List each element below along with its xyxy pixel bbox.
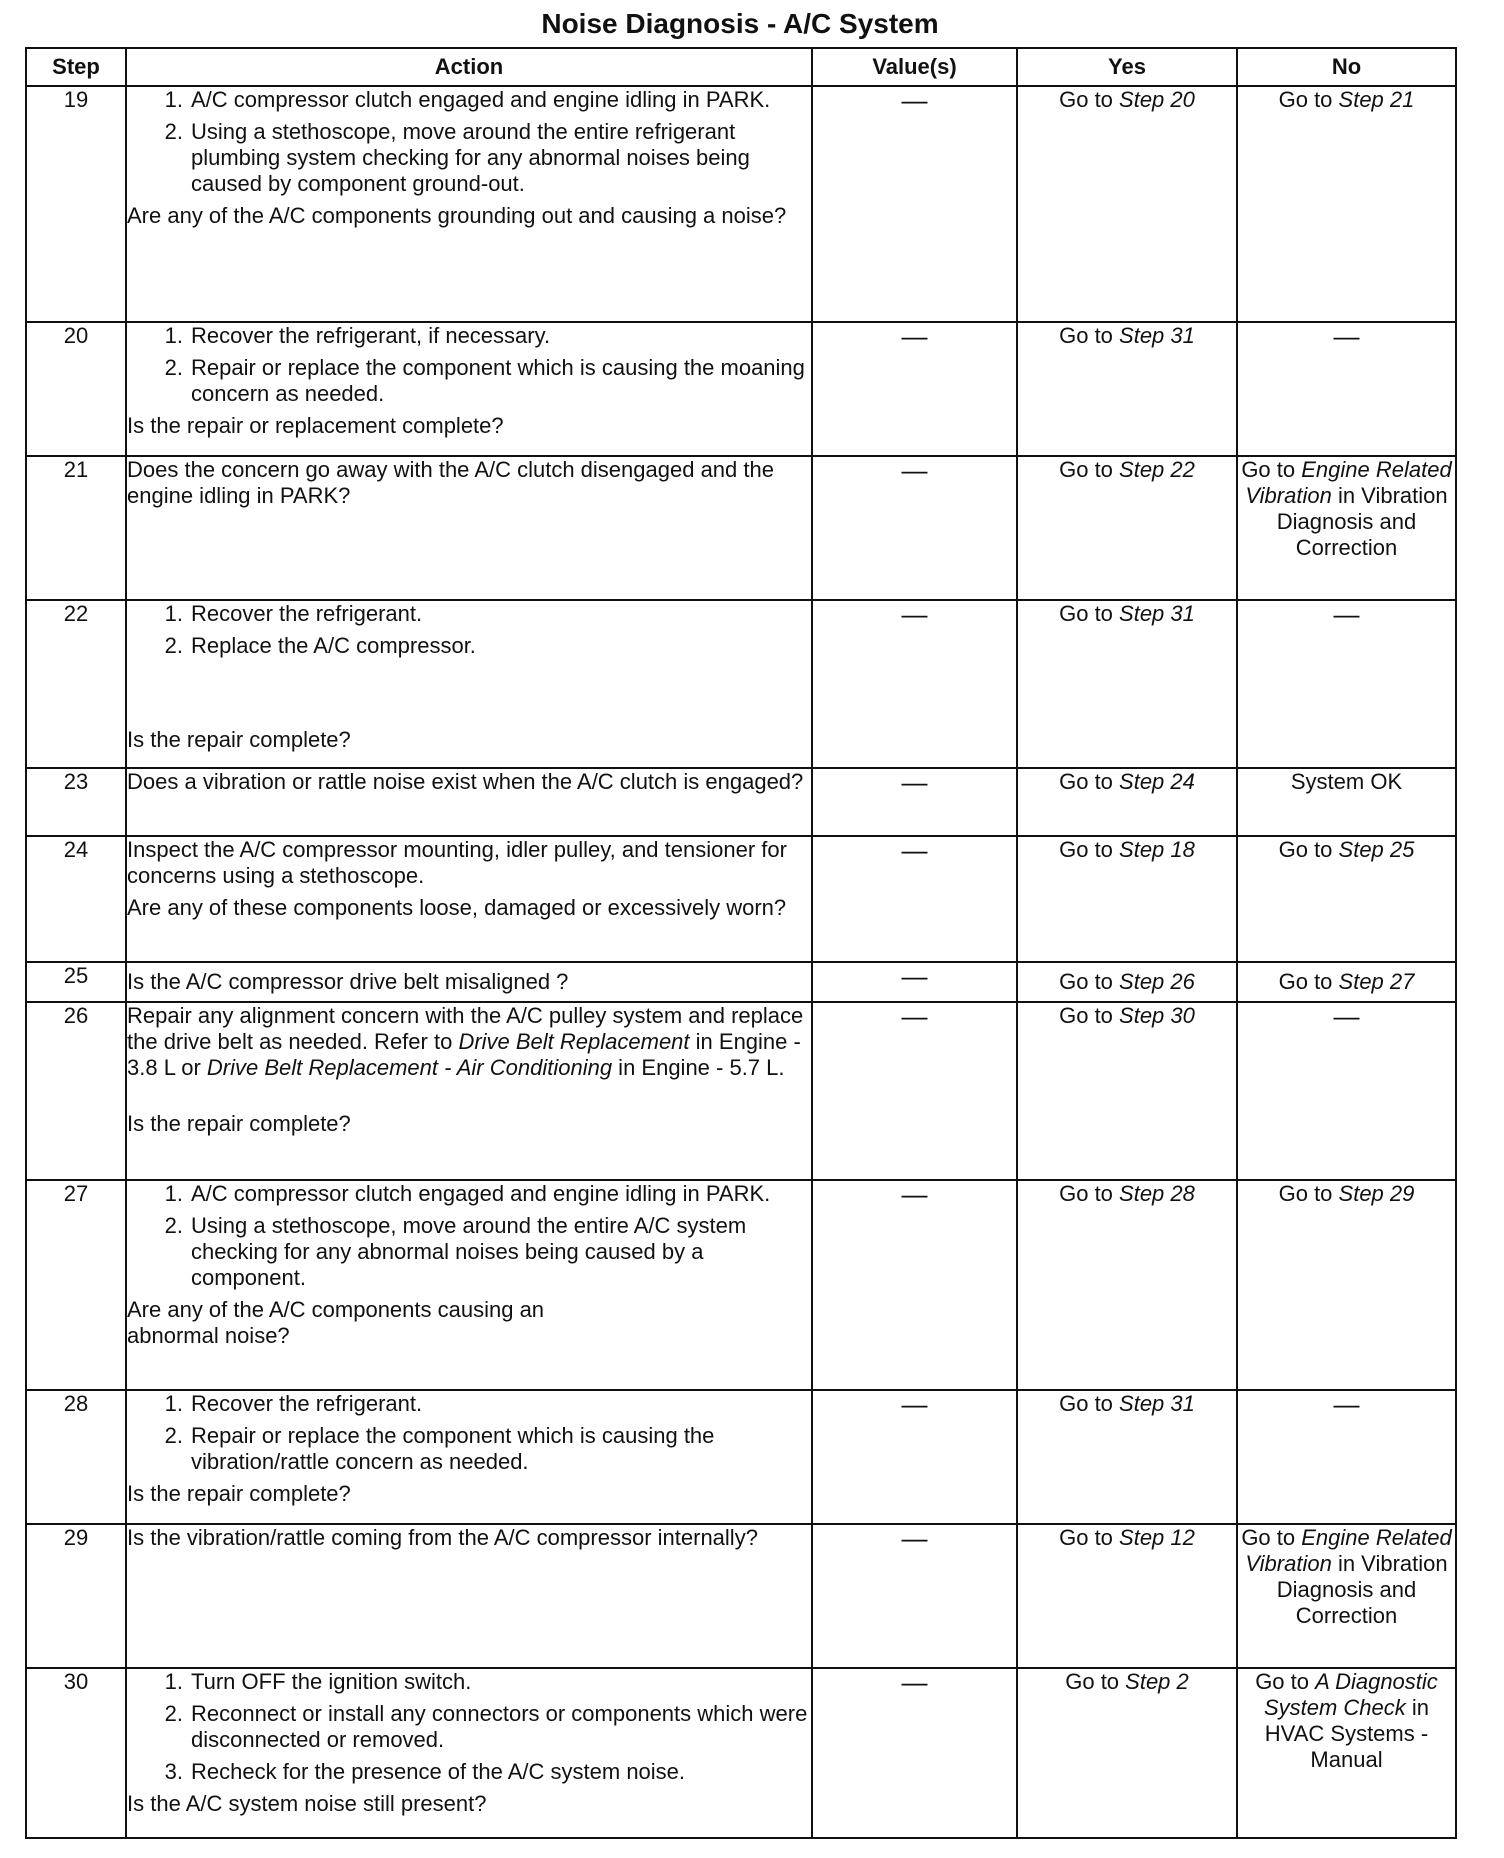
action-text: Repair any alignment concern with the A/C pulley system and replace the drive belt as needed. Refer to Drive Belt Replacement in Engine - 3.8 L or Drive Belt Replacement - Air Conditioning in Engine - 5.7 L.	[127, 1003, 804, 1080]
yes-cell: Go to Step 24	[1017, 768, 1237, 836]
table-row-step-30	[26, 1668, 1456, 1838]
page-title: Noise Diagnosis - A/C System	[541, 8, 939, 39]
yes-cell: Go to Step 12	[1017, 1524, 1237, 1668]
list-item: 1. A/C compressor clutch engaged and engine idling in PARK.	[164, 1181, 771, 1206]
yes-cell: Go to Step 30	[1017, 1002, 1237, 1180]
no-cell: —	[1237, 322, 1456, 456]
step-number: 24	[26, 836, 126, 962]
value-cell: —	[812, 86, 1017, 322]
step-number: 27	[26, 1180, 126, 1390]
yes-cell: Go to Step 31	[1017, 1390, 1237, 1524]
step-number: 29	[26, 1524, 126, 1668]
step-link[interactable]: Step 29	[1338, 1181, 1415, 1206]
list-item: 2. Replace the A/C compressor.	[164, 633, 476, 658]
table-row-step-29	[26, 1524, 1456, 1668]
list-item: 1. Recover the refrigerant, if necessary.	[164, 323, 551, 348]
step-link[interactable]: Step 22	[1119, 457, 1195, 482]
no-cell: Go to Engine Related Vibration in Vibration Diagnosis and Correction	[1237, 1524, 1456, 1668]
value-cell: —	[812, 1390, 1017, 1524]
table-row-step-22	[26, 600, 1456, 768]
table-row-step-20	[26, 322, 1456, 456]
action-question: Does the concern go away with the A/C clutch disengaged and the engine idling in PARK?	[127, 457, 774, 508]
yes-cell: Go to Step 28	[1017, 1180, 1237, 1390]
table-row-step-24	[26, 836, 1456, 962]
list-item: 2. Using a stethoscope, move around the entire refrigerant plumbing system checking for any abnormal noises being caused by component ground-out.	[164, 119, 750, 196]
action-question: Is the A/C system noise still present?	[127, 1791, 487, 1816]
action-cell	[126, 456, 812, 600]
action-list	[127, 1181, 811, 1291]
action-list	[127, 323, 811, 407]
no-cell: —	[1237, 600, 1456, 768]
action-cell	[126, 962, 812, 1002]
list-item: 2. Repair or replace the component which is causing the vibration/rattle concern as needed.	[164, 1423, 715, 1474]
value-cell: —	[812, 322, 1017, 456]
list-item: 2. Repair or replace the component which is causing the moaning concern as needed.	[164, 355, 805, 406]
step-number: 22	[26, 600, 126, 768]
step-number: 19	[26, 86, 126, 322]
yes-cell: Go to Step 31	[1017, 322, 1237, 456]
list-item: 2. Using a stethoscope, move around the entire A/C system checking for any abnormal noises being caused by a component.	[164, 1213, 747, 1290]
header-values: Value(s)	[812, 48, 1017, 86]
step-link[interactable]: Step 31	[1119, 1391, 1195, 1416]
step-link[interactable]: Step 31	[1119, 323, 1195, 348]
step-link[interactable]: Step 28	[1119, 1181, 1195, 1206]
action-cell	[126, 1180, 812, 1390]
no-cell: Go to A Diagnostic System Check in HVAC Systems - Manual	[1237, 1668, 1456, 1838]
action-list	[127, 1391, 811, 1475]
step-number: 20	[26, 322, 126, 456]
reference-link[interactable]: Drive Belt Replacement	[458, 1029, 690, 1054]
header-step: Step	[26, 48, 126, 86]
no-cell: Go to Step 27	[1237, 962, 1456, 1002]
table-row-step-25	[26, 962, 1456, 1002]
header-no: No	[1237, 48, 1456, 86]
step-link[interactable]: Step 2	[1125, 1669, 1189, 1694]
action-cell	[126, 1002, 812, 1180]
action-cell	[126, 1668, 812, 1838]
value-cell: —	[812, 1002, 1017, 1180]
yes-cell: Go to Step 2	[1017, 1668, 1237, 1838]
no-cell: —	[1237, 1390, 1456, 1524]
value-cell: —	[812, 456, 1017, 600]
action-question: Are any of the A/C components grounding out and causing a noise?	[127, 203, 787, 228]
action-cell	[126, 600, 812, 768]
table-row-step-28	[26, 1390, 1456, 1524]
step-link[interactable]: Step 20	[1119, 87, 1195, 112]
step-link[interactable]: Step 26	[1119, 969, 1195, 994]
step-number: 21	[26, 456, 126, 600]
value-cell: —	[812, 1668, 1017, 1838]
list-item: 1. Recover the refrigerant.	[164, 1391, 423, 1416]
action-cell	[126, 1390, 812, 1524]
reference-link[interactable]: Engine Related Vibration	[1245, 457, 1452, 508]
no-cell: Go to Step 21	[1237, 86, 1456, 322]
header-action: Action	[126, 48, 812, 86]
header-yes: Yes	[1017, 48, 1237, 86]
noise-diagnosis-table	[25, 47, 1457, 1839]
action-question: Is the A/C compressor drive belt misaligned ?	[127, 969, 569, 994]
action-list	[127, 87, 811, 197]
list-item: 2. Reconnect or install any connectors or components which were disconnected or removed.	[164, 1701, 808, 1752]
action-cell	[126, 836, 812, 962]
no-cell: Go to Engine Related Vibration in Vibration Diagnosis and Correction	[1237, 456, 1456, 600]
action-question: Are any of the A/C components causing an abnormal noise?	[127, 1297, 545, 1348]
value-cell: —	[812, 1180, 1017, 1390]
step-link[interactable]: Step 24	[1119, 769, 1195, 794]
step-number: 23	[26, 768, 126, 836]
action-text: Inspect the A/C compressor mounting, idler pulley, and tensioner for concerns using a stethoscope.	[127, 837, 787, 888]
table-header-row	[26, 48, 1456, 86]
step-number: 30	[26, 1668, 126, 1838]
action-cell	[126, 322, 812, 456]
step-link[interactable]: Step 18	[1119, 837, 1195, 862]
action-cell	[126, 768, 812, 836]
list-item: 1. Turn OFF the ignition switch.	[164, 1669, 472, 1694]
reference-link[interactable]: Engine Related Vibration	[1245, 1525, 1452, 1576]
value-cell: —	[812, 962, 1017, 1002]
value-cell: —	[812, 836, 1017, 962]
list-item: 1. Recover the refrigerant.	[164, 601, 423, 626]
yes-cell: Go to Step 18	[1017, 836, 1237, 962]
action-question: Is the repair complete?	[127, 1481, 351, 1506]
yes-cell: Go to Step 22	[1017, 456, 1237, 600]
table-row-step-19	[26, 86, 1456, 322]
table-row-step-27	[26, 1180, 1456, 1390]
table-row-step-26	[26, 1002, 1456, 1180]
no-cell: System OK	[1237, 768, 1456, 836]
step-number: 28	[26, 1390, 126, 1524]
action-question: Is the repair complete?	[127, 1111, 351, 1136]
list-item: 1. A/C compressor clutch engaged and engine idling in PARK.	[164, 87, 771, 112]
action-cell	[126, 1524, 812, 1668]
yes-cell: Go to Step 31	[1017, 600, 1237, 768]
action-list	[127, 1669, 811, 1785]
no-cell: Go to Step 29	[1237, 1180, 1456, 1390]
table-row-step-21	[26, 456, 1456, 600]
reference-link[interactable]: A Diagnostic System Check	[1263, 1669, 1438, 1720]
step-link[interactable]: Step 21	[1338, 87, 1415, 112]
yes-cell: Go to Step 20	[1017, 86, 1237, 322]
action-question: Are any of these components loose, damaged or excessively worn?	[127, 895, 787, 920]
value-cell: —	[812, 1524, 1017, 1668]
action-cell	[126, 86, 812, 322]
step-link[interactable]: Step 30	[1119, 1003, 1195, 1028]
step-link[interactable]: Step 25	[1338, 837, 1415, 862]
step-number: 26	[26, 1002, 126, 1180]
action-question: Does a vibration or rattle noise exist when the A/C clutch is engaged?	[127, 769, 804, 794]
action-question: Is the repair complete?	[127, 727, 351, 752]
no-cell: Go to Step 25	[1237, 836, 1456, 962]
step-number: 25	[26, 962, 126, 1002]
action-question: Is the repair or replacement complete?	[127, 413, 504, 438]
step-link[interactable]: Step 31	[1119, 601, 1195, 626]
action-list	[127, 601, 811, 659]
step-link[interactable]: Step 27	[1338, 969, 1415, 994]
no-cell: —	[1237, 1002, 1456, 1180]
value-cell: —	[812, 768, 1017, 836]
list-item: 3. Recheck for the presence of the A/C system noise.	[164, 1759, 686, 1784]
table-row-step-23	[26, 768, 1456, 836]
yes-cell: Go to Step 26	[1017, 962, 1237, 1002]
step-link[interactable]: Step 12	[1119, 1525, 1195, 1550]
action-question: Is the vibration/rattle coming from the A/C compressor internally?	[127, 1525, 758, 1550]
reference-link[interactable]: Drive Belt Replacement - Air Conditioning	[206, 1055, 613, 1080]
value-cell: —	[812, 600, 1017, 768]
